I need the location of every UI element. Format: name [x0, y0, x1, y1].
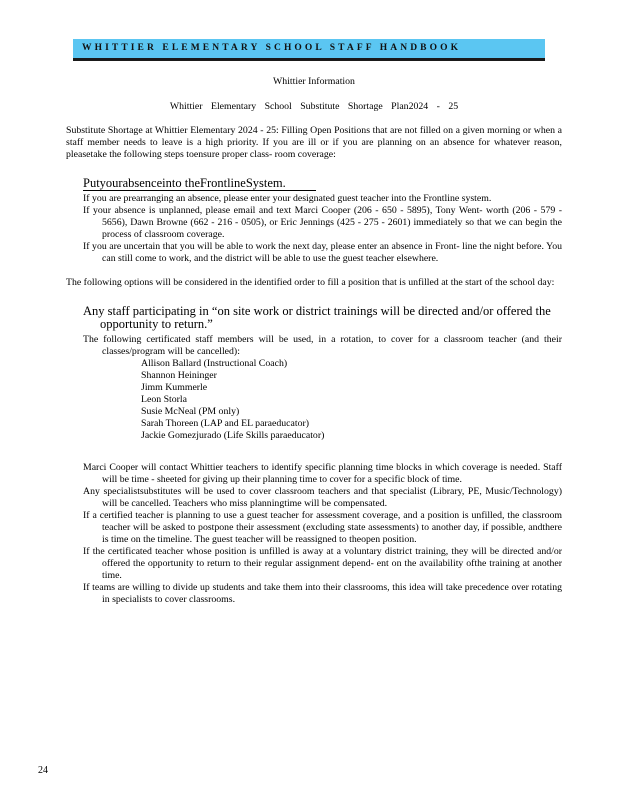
list-item: Sarah Thoreen (LAP and EL paraeducator): [141, 418, 310, 429]
doc-title: Whittier Information: [273, 76, 355, 87]
page-number: 24: [38, 765, 48, 776]
list-item: Susie McNeal (PM only): [141, 406, 240, 417]
list-item: Jackie Gomezjurado (Life Skills paraeducator): [141, 430, 325, 441]
list-item: If your absence is unplanned, please email and text Marci Cooper (206 - 650 - 5895), Tony Went- worth (206 - 579 - 5656), Dawn Browne (662 - 216 - 0505), or Eric Jennings (425 - 275 - 2601) immediately so that we can begin the process of classroom coverage.: [83, 205, 562, 240]
rotation-text: The following certificated staff members will be used, in a rotation, to cover for a classroom teacher (and their classes/program will be cancelled):: [83, 334, 562, 357]
spacer: [66, 452, 562, 462]
doc-subtitle: Whittier Elementary School Substitute Shortage Plan2024 - 25: [169, 101, 459, 112]
list-item: If a certified teacher is planning to use a guest teacher for assessment coverage, and a position is unfilled, the classroom teacher will be asked to postpone their assessment (excluding state assessments) to another day, if possible, andthere is time on the timeline. The guest teacher will be reassigned to theopen position.: [83, 510, 562, 545]
page-content: [66, 76, 562, 606]
list-item: Any specialistsubstitutes will be used to cover classroom teachers and that specialist (Library, PE, Music/Technology) will be cancelled. Teachers who miss planningtime will be compensated.: [83, 486, 562, 509]
list-item: Leon Storla: [141, 394, 187, 405]
options-intro: The following options will be considered in the identified order to fill a position that is unfilled at the start of the school day:: [66, 277, 555, 288]
intro-paragraph: Substitute Shortage at Whittier Elementary 2024 - 25: Filling Open Positions that are not filled on a given morning or when a staff member needs to leave is a high priority. If you are ill or if you are planning on an absence for whatever reason, pleasetake the following steps toensure proper class- room coverage:: [66, 125, 562, 160]
list-item: Jimm Kummerle: [141, 382, 208, 393]
list-item: Shannon Heininger: [141, 370, 217, 381]
section1-heading: [83, 176, 562, 191]
staff-list: [141, 358, 562, 442]
handbook-banner: [73, 39, 545, 61]
list-item: If the certificated teacher whose position is unfilled is away at a voluntary district training, they will be directed and/or offered the opportunity to return to their regular assignment depend- ent on the availability ofthe training at another time.: [83, 546, 562, 581]
list-item: If you are uncertain that you will be able to work the next day, please enter an absence in Front- line the night before. You can still come to work, and the district will be able to use the guest teacher elsewhere.: [83, 241, 562, 264]
list-item: If you are prearranging an absence, please enter your designated guest teacher into the Frontline system.: [83, 193, 492, 204]
spacer: [66, 442, 562, 452]
list-item: Marci Cooper will contact Whittier teachers to identify specific planning time blocks in which coverage is needed. Staff will be time - sheeted for giving up their planning time to cover for a specific block of time.: [83, 462, 562, 485]
list-item: If teams are willing to divide up students and take them into their classrooms, this idea will take precedence over rotating in specialists to cover classrooms.: [83, 582, 562, 605]
section1-heading-text: Putyourabsenceinto theFrontlineSystem.: [83, 176, 316, 191]
list-item: Allison Ballard (Instructional Coach): [141, 358, 288, 369]
banner-title: WHITTIER ELEMENTARY SCHOOL STAFF HANDBOOK: [82, 43, 462, 53]
section2-heading: Any staff participating in “on site work or district trainings will be directed and/or offered the opportunity to return.”: [83, 304, 551, 331]
